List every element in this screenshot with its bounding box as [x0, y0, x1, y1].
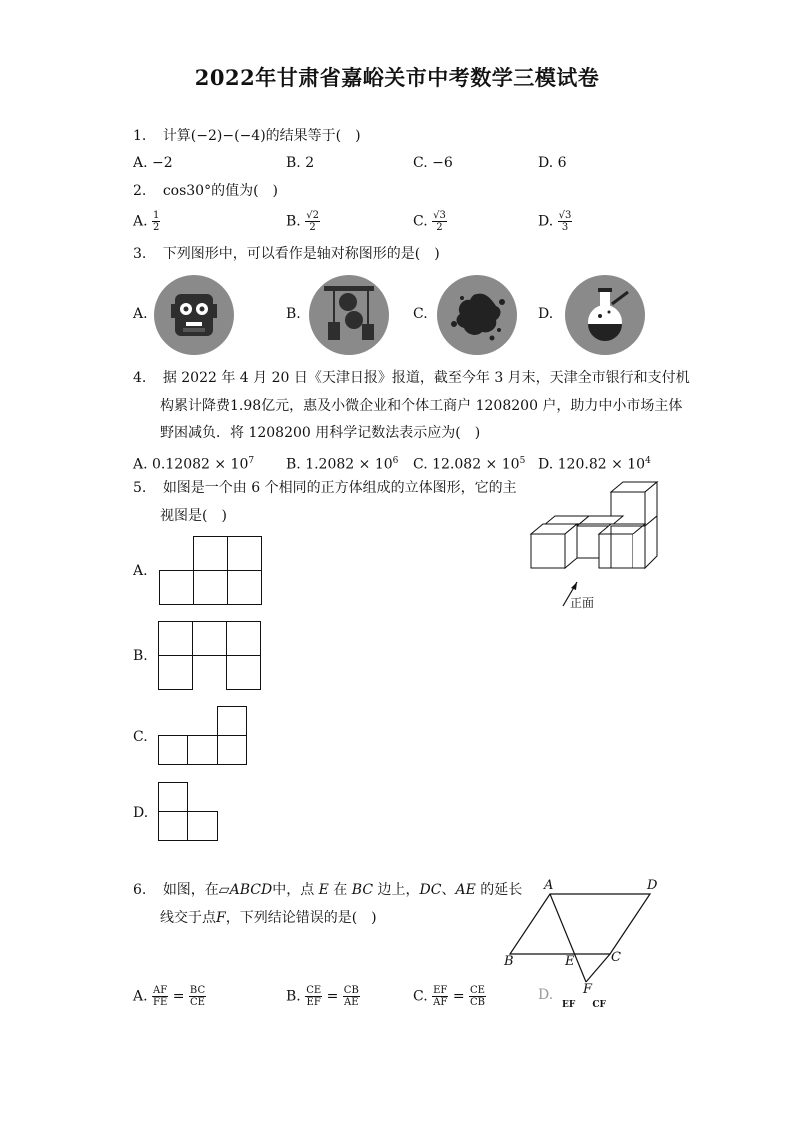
q3-option-a-label[interactable]: A. — [133, 306, 148, 322]
ink-splash-icon[interactable] — [436, 274, 518, 356]
point-c-label: C — [611, 950, 621, 965]
question-6: 6. 如图，在▱ABCD中，点 E 在 BC 边上，DC、AE 的延长 — [133, 882, 523, 898]
question-text: 下列图形中，可以看作是轴对称图形的是( ) — [162, 246, 440, 262]
q6-option-c[interactable]: C. $\frac{EF}{AF}$ = $\frac{CE}{CB}$ — [413, 985, 486, 1008]
q5-option-d-label[interactable]: D. — [133, 805, 149, 821]
q4-option-b[interactable]: B. $1.2082 \times 10^6$ — [286, 456, 399, 473]
question-text: 计算(−2)−(−4)的结果等于( ) — [162, 128, 361, 144]
q6-option-a[interactable]: A. $\frac{AF}{FE}$ = $\frac{BC}{CE}$ — [133, 985, 206, 1008]
q2-option-c[interactable]: C. $\frac{√3}{2}$ — [413, 210, 446, 233]
question-5 — [133, 478, 517, 498]
flask-icon[interactable] — [564, 274, 646, 356]
q5-option-c-figure[interactable] — [158, 706, 247, 766]
question-text-line3: 野困减负．将 1208200 用科学记数法表示应为( ) — [160, 425, 481, 441]
q4-option-d[interactable]: D. $120.82 \times 10^4$ — [538, 456, 651, 473]
question-text: 如图是一个由 6 个相同的正方体组成的立体图形，它的主 — [162, 480, 517, 496]
q4-option-a[interactable]: A. $0.12082 \times 10^7$ — [133, 456, 255, 473]
point-e-label: E — [565, 954, 575, 969]
fraction: $\frac{√3}{3}$ — [558, 210, 572, 233]
q1-option-d[interactable]: D. 6 — [538, 155, 567, 171]
question-number: 6. — [133, 882, 147, 898]
q5-option-a-figure[interactable] — [159, 536, 262, 605]
pulley-icon[interactable] — [308, 274, 390, 356]
question-number: 1. — [133, 128, 147, 144]
q1-option-a[interactable]: A. −2 — [133, 155, 173, 171]
question-number: 3. — [133, 246, 147, 262]
question-text: 据 2022 年 4 月 20 日《天津日报》报道，截至今年 3 月末，天津全市银行和支付机 — [162, 370, 690, 386]
question-1 — [133, 126, 361, 146]
question-number: 4. — [133, 370, 147, 386]
q1-option-c[interactable]: C. −6 — [413, 155, 453, 171]
q3-option-d-label[interactable]: D. — [538, 306, 554, 322]
question-text-line2: 线交于点F，下列结论错误的是( ) — [160, 910, 377, 926]
parallelogram-figure — [498, 876, 668, 996]
q5-option-b-figure[interactable] — [158, 621, 261, 690]
fraction: $\frac{1}{2}$ — [153, 210, 160, 233]
q6-option-d-denominators: EF CF — [562, 1000, 606, 1010]
q1-option-b[interactable]: B. 2 — [286, 155, 315, 171]
q5-option-a-label[interactable]: A. — [133, 563, 148, 579]
question-3 — [133, 244, 440, 264]
fraction: $\frac{√2}{2}$ — [306, 210, 319, 233]
question-text: cos30°的值为( ) — [162, 183, 279, 199]
question-2 — [133, 181, 278, 201]
question-text-line2: 视图是( ) — [160, 508, 227, 524]
q2-option-a[interactable]: A. $\frac{1}{2}$ — [133, 210, 160, 233]
page-title: 2022年甘肃省嘉峪关市中考数学三模试卷 — [194, 65, 600, 90]
q2-option-b[interactable]: B. $\frac{√2}{2}$ — [286, 210, 319, 233]
q6-option-b[interactable]: B. $\frac{CE}{EF}$ = $\frac{CB}{AE}$ — [286, 985, 359, 1008]
fraction: $\frac{√3}{2}$ — [433, 210, 446, 233]
q5-option-d-figure[interactable] — [158, 782, 218, 842]
q4-option-c[interactable]: C. $12.082 \times 10^5$ — [413, 456, 526, 473]
q6-option-d[interactable]: D. — [538, 987, 554, 1003]
front-label: 正面 — [570, 596, 595, 610]
point-b-label: B — [504, 954, 514, 969]
question-4 — [133, 368, 690, 388]
q3-option-b-label[interactable]: B. — [286, 306, 301, 322]
q5-option-c-label[interactable]: C. — [133, 729, 148, 745]
point-a-label: A — [544, 878, 554, 893]
q3-option-c-label[interactable]: C. — [413, 306, 428, 322]
question-number: 2. — [133, 183, 147, 199]
robot-face-icon[interactable] — [153, 274, 235, 356]
cube-stack-figure — [525, 478, 665, 613]
q5-option-b-label[interactable]: B. — [133, 648, 148, 664]
question-text-line2: 构累计降费1.98亿元，惠及小微企业和个体工商户 1208200 户，助力中小市场主体 — [160, 398, 683, 414]
point-f-label: F — [583, 982, 593, 997]
point-d-label: D — [647, 878, 658, 893]
q2-option-d[interactable]: D. $\frac{√3}{3}$ — [538, 210, 572, 233]
question-number: 5. — [133, 480, 147, 496]
